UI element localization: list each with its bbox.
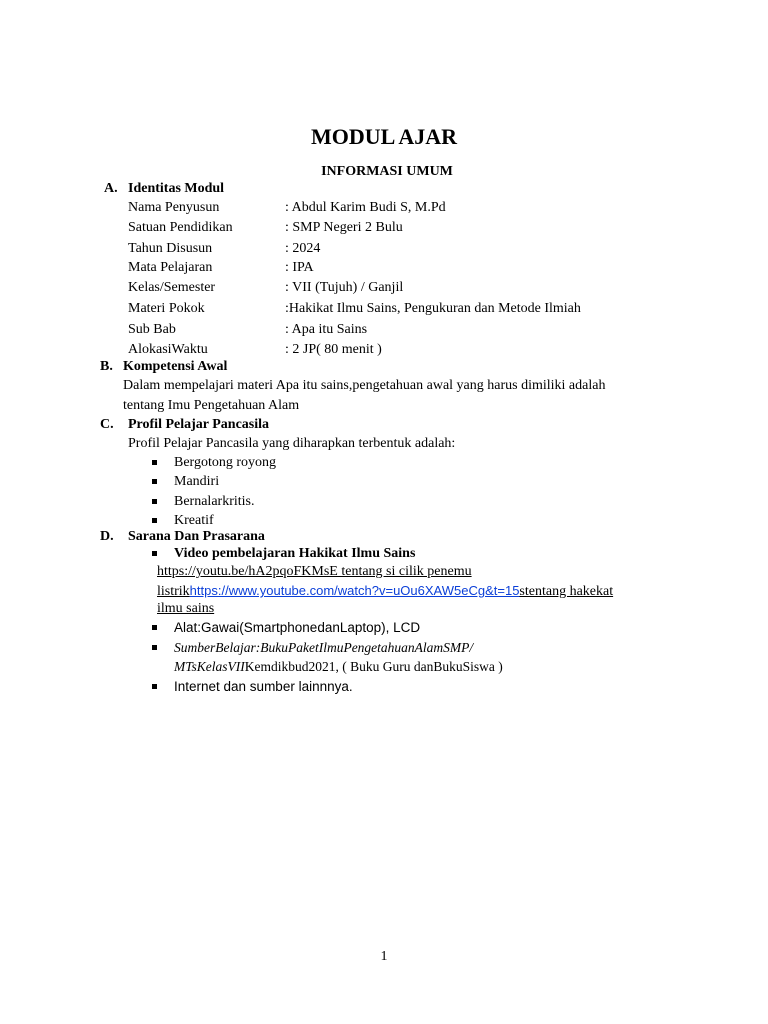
bullet-icon (152, 479, 157, 484)
profil-item-kreatif: Kreatif (174, 513, 214, 528)
profil-item-mandiri: Mandiri (174, 474, 220, 489)
section-c-heading: Profil Pelajar Pancasila (128, 417, 270, 432)
bullet-icon (152, 684, 157, 689)
row-value-kelas-semester: : VII (Tujuh) / Ganjil (285, 280, 404, 295)
row-label-nama-penyusun: Nama Penyusun (128, 200, 220, 215)
row-value-mata-pelajaran: : IPA (285, 260, 314, 275)
bullet-icon (152, 518, 157, 523)
video-line-2-suffix: stentang hakekat (519, 584, 614, 599)
section-b-heading: Kompetensi Awal (123, 359, 228, 374)
row-label-materi-pokok: Materi Pokok (128, 301, 205, 316)
row-label-kelas-semester: Kelas/Semester (128, 280, 216, 295)
document-title: MODUL AJAR (310, 124, 458, 149)
profil-item-bernalar-kritis: Bernalarkritis. (174, 494, 255, 509)
video-line-2-prefix: listrik (157, 584, 190, 599)
row-value-materi-pokok: :Hakikat Ilmu Sains, Pengukuran dan Metode Ilmiah (285, 301, 581, 316)
row-label-mata-pelajaran: Mata Pelajaran (128, 260, 213, 275)
bullet-icon (152, 460, 157, 465)
video-heading: Video pembelajaran Hakikat Ilmu Sains (174, 546, 416, 561)
row-label-sub-bab: Sub Bab (128, 322, 176, 337)
section-c-letter: C. (100, 417, 114, 432)
document-subtitle: INFORMASI UMUM (321, 164, 453, 179)
profil-item-bergotong-royong: Bergotong royong (174, 455, 277, 470)
row-value-satuan-pendidikan: : SMP Negeri 2 Bulu (285, 220, 403, 235)
video-link-line-2 (157, 582, 613, 601)
row-value-nama-penyusun: : Abdul Karim Budi S, M.Pd (285, 200, 446, 215)
row-label-alokasi-waktu: AlokasiWaktu (128, 342, 208, 357)
bullet-icon (152, 625, 157, 630)
internet-item: Internet dan sumber lainnnya. (174, 679, 353, 694)
sumber-belajar-rest: Kemdikbud2021, ( Buku Guru danBukuSiswa ) (244, 659, 503, 674)
row-value-sub-bab: : Apa itu Sains (285, 322, 368, 337)
section-d-heading: Sarana Dan Prasarana (128, 529, 265, 544)
profil-intro: Profil Pelajar Pancasila yang diharapkan terbentuk adalah: (128, 436, 456, 451)
sumber-belajar-line-1: SumberBelajar:BukuPaketIlmuPengetahuanAlamSMP/ (174, 640, 474, 655)
video-link-line-3[interactable]: ilmu sains (157, 601, 215, 616)
section-a-letter: A. (104, 181, 118, 196)
sumber-belajar-line-2 (174, 658, 503, 676)
section-d-letter: D. (100, 529, 114, 544)
bullet-icon (152, 645, 157, 650)
bullet-icon (152, 499, 157, 504)
row-label-tahun-disusun: Tahun Disusun (128, 241, 213, 256)
page-number: 1 (380, 949, 388, 964)
alat-item: Alat:Gawai(SmartphonedanLaptop), LCD (174, 620, 421, 635)
youtube-link[interactable]: https://www.youtube.com/watch?v=uOu6XAW5eCg&t=15 (189, 583, 520, 598)
sumber-belajar-italic: MTsKelasVII (174, 659, 245, 674)
section-b-letter: B. (100, 359, 113, 374)
kompetensi-awal-line-1: Dalam mempelajari materi Apa itu sains,pengetahuan awal yang harus dimiliki adalah (123, 378, 606, 393)
video-link-line-1[interactable]: https://youtu.be/hA2pqoFKMsE tentang si cilik penemu (157, 564, 472, 579)
row-value-alokasi-waktu: : 2 JP( 80 menit ) (285, 342, 382, 357)
bullet-icon (152, 551, 157, 556)
row-label-satuan-pendidikan: Satuan Pendidikan (128, 220, 233, 235)
row-value-tahun-disusun: : 2024 (285, 241, 321, 256)
section-a-heading: Identitas Modul (128, 181, 225, 196)
kompetensi-awal-line-2: tentang Imu Pengetahuan Alam (123, 398, 300, 413)
